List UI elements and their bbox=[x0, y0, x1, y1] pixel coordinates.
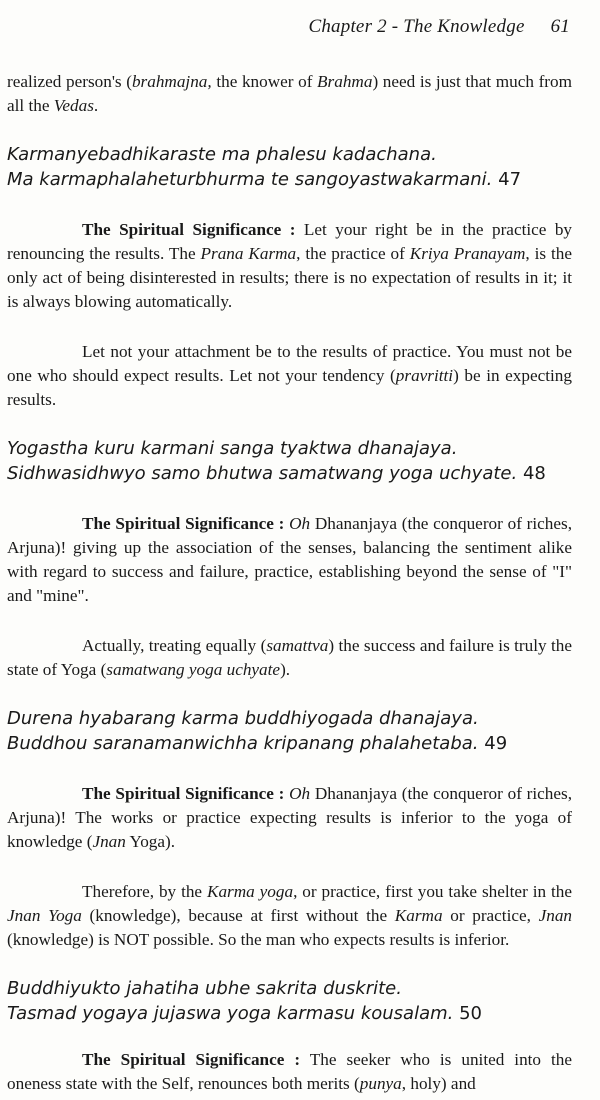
significance-paragraph: The Spiritual Significance : Oh Dhananjaya (the conqueror of riches, Arjuna)! The works or practice expecting results is inferior to the yoga of knowledge (Jnan Yoga). bbox=[7, 784, 573, 851]
significance-label: The Spiritual Significance : bbox=[82, 220, 296, 239]
verse-50 bbox=[7, 976, 572, 1026]
chapter-title: Chapter 2 - The Knowledge bbox=[308, 16, 525, 37]
commentary-paragraph: Let not your attachment be to the results of practice. You must not be one who should expect results. Let not your tendency (pravritti) be in expecting results. bbox=[7, 342, 572, 409]
significance-label: The Spiritual Significance : bbox=[82, 514, 285, 533]
verse-line: Tasmad yogaya jujaswa yoga karmasu kousalam. 50 bbox=[7, 1003, 482, 1024]
verse-number: 48 bbox=[522, 463, 546, 484]
verse-line: Ma karmaphalaheturbhurma te sangoyastwakarmani. 47 bbox=[7, 169, 522, 190]
verse-number: 50 bbox=[459, 1003, 482, 1024]
intro-paragraph: realized person's (brahmajna, the knower of Brahma) need is just that much from all the Vedas. bbox=[7, 72, 572, 115]
significance-paragraph: The Spiritual Significance : Let your right be in the practice by renouncing the results. The Prana Karma, the practice of Kriya Pranayam, is the only act of being disinterested in results; there is no expectation of results in it; it is always blowing automatically. bbox=[7, 220, 573, 311]
page-body bbox=[7, 70, 572, 1096]
running-header bbox=[308, 16, 570, 38]
verse-49 bbox=[7, 706, 572, 756]
commentary-paragraph: Actually, treating equally (samattva) the success and failure is truly the state of Yoga (samatwang yoga uchyate). bbox=[7, 636, 572, 679]
significance-paragraph: The Spiritual Significance : The seeker who is united into the oneness state with the Self, renounces both merits (punya, holy) and bbox=[7, 1050, 573, 1093]
verse-line: Karmanyebadhikaraste ma phalesu kadachana. bbox=[7, 144, 437, 165]
verse-number: 47 bbox=[498, 169, 522, 190]
verse-48 bbox=[7, 436, 572, 486]
verse-line: Buddhou saranamanwichha kripanang phalahetaba. 49 bbox=[7, 733, 508, 754]
significance-paragraph: The Spiritual Significance : Oh Dhananjaya (the conqueror of riches, Arjuna)! giving up the association of the senses, balancing the sentiment alike with regard to success and failure, practice, establishing beyond the sense of "I" and "mine". bbox=[7, 514, 573, 605]
significance-label: The Spiritual Significance : bbox=[82, 1050, 301, 1069]
verse-line: Yogastha kuru karmani sanga tyaktwa dhanajaya. bbox=[7, 438, 458, 459]
verse-line: Sidhwasidhwyo samo bhutwa samatwang yoga uchyate. 48 bbox=[7, 463, 546, 484]
significance-label: The Spiritual Significance : bbox=[82, 784, 285, 803]
verse-47 bbox=[7, 142, 572, 192]
page-number: 61 bbox=[550, 16, 570, 37]
verse-line: Durena hyabarang karma buddhiyogada dhanajaya. bbox=[7, 708, 479, 729]
verse-line: Buddhiyukto jahatiha ubhe sakrita duskrite. bbox=[7, 978, 402, 999]
commentary-paragraph: Therefore, by the Karma yoga, or practice, first you take shelter in the Jnan Yoga (knowledge), because at first without the Karma or practice, Jnan (knowledge) is NOT possible. So the man who expects results is inferior. bbox=[7, 882, 573, 949]
verse-number: 49 bbox=[484, 733, 508, 754]
